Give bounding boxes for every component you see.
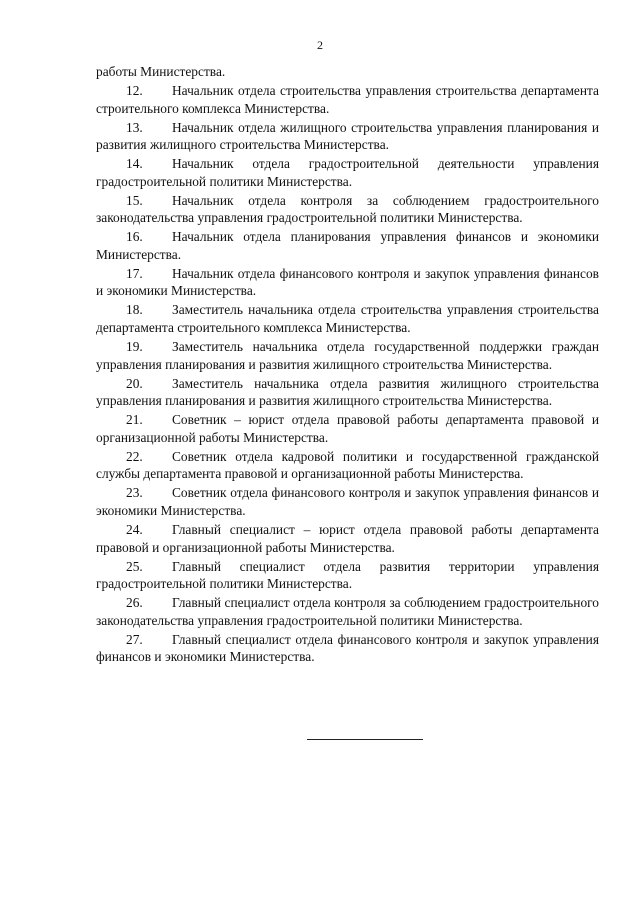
list-item-24 [96, 521, 599, 556]
item-number: 19. [126, 339, 143, 355]
list-item-20 [96, 375, 599, 410]
item-text: Главный специалист отдела развития территории управления градостроительной политики Министерства. [96, 558, 599, 592]
list-item-12 [96, 82, 599, 117]
list-item-25 [96, 558, 599, 593]
item-text: Советник отдела кадровой политики и государственной гражданской службы департамента правовой и организационной работы Министерства. [96, 448, 599, 482]
list-item-26 [96, 594, 599, 629]
item-text: Главный специалист отдела финансового контроля и закупок управления финансов и экономики Министерства. [96, 631, 599, 665]
list-item-21 [96, 411, 599, 446]
list-item-16 [96, 228, 599, 263]
item-text: Начальник отдела строительства управления строительства департамента строительного комплекса Министерства. [96, 82, 599, 116]
item-number: 26. [126, 595, 143, 611]
item-number: 14. [126, 156, 143, 172]
item-text: Начальник отдела жилищного строительства управления планирования и развития жилищного строительства Министерства. [96, 119, 599, 153]
item-number: 18. [126, 302, 143, 318]
page-number: 2 [317, 38, 323, 52]
list-item-18 [96, 301, 599, 336]
item-text: Советник – юрист отдела правовой работы департамента правовой и организационной работы Министерства. [96, 412, 599, 445]
item-text: Начальник отдела градостроительной деятельности управления градостроительной политики Министерства. [96, 156, 599, 189]
item-number: 24. [126, 521, 143, 537]
item-text: Заместитель начальника отдела строительства управления строительства департамента строительного комплекса Министерства. [96, 302, 599, 336]
item-number: 21. [126, 412, 143, 428]
item-number: 12. [126, 82, 143, 98]
item-number: 23. [126, 485, 143, 501]
list-item-14 [96, 155, 599, 190]
list-item-22 [96, 448, 599, 483]
item-text: Советник отдела финансового контроля и закупок управления финансов и экономики Министерства. [96, 485, 599, 518]
item-text: Начальник отдела финансового контроля и закупок управления финансов и экономики Министерства. [96, 265, 599, 299]
item-number: 25. [126, 558, 143, 574]
item-number: 13. [126, 119, 143, 135]
list-item-15 [96, 192, 599, 227]
item-number: 20. [126, 375, 143, 391]
end-divider-line [307, 739, 423, 740]
lead-text: работы Министерства. [96, 64, 226, 79]
item-number: 15. [126, 192, 143, 208]
item-number: 27. [126, 631, 143, 647]
document-body [96, 63, 599, 667]
item-text: Начальник отдела планирования управления финансов и экономики Министерства. [96, 229, 599, 262]
item-text: Заместитель начальника отдела развития жилищного строительства управления планирования и развития жилищного строительства Министерства. [96, 375, 599, 409]
list-item-23 [96, 484, 599, 519]
item-number: 22. [126, 448, 143, 464]
list-item-27 [96, 631, 599, 666]
list-item-17 [96, 265, 599, 300]
item-text: Главный специалист отдела контроля за соблюдением градостроительного законодательства управления градостроительной политики Министерства. [96, 595, 599, 628]
item-number: 17. [126, 265, 143, 281]
list-item-13 [96, 119, 599, 154]
item-number: 16. [126, 229, 143, 245]
item-text: Заместитель начальника отдела государственной поддержки граждан управления планирования и развития жилищного строительства Министерства. [96, 339, 599, 372]
item-text: Главный специалист – юрист отдела правовой работы департамента правовой и организационной работы Министерства. [96, 521, 599, 555]
list-item-19 [96, 338, 599, 373]
item-text: Начальник отдела контроля за соблюдением градостроительного законодательства управления градостроительной политики Министерства. [96, 192, 599, 226]
